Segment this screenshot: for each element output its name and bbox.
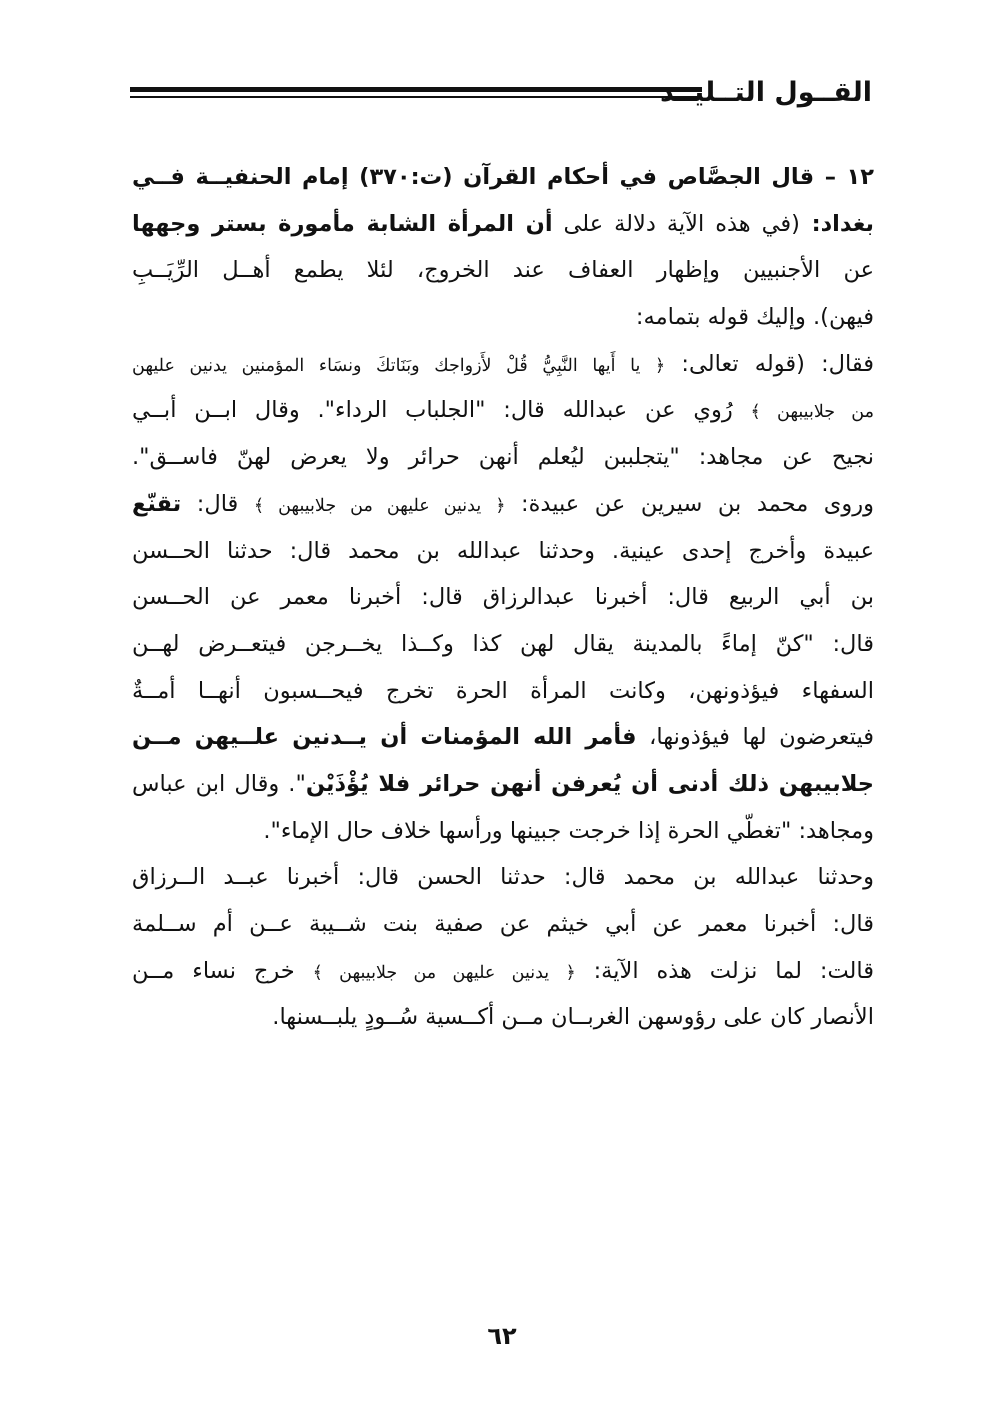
- bold-text: جلابيبهن ذلك أدنى أن يُعرفن أنهن حرائر فلا يُؤْذَيْن: [305, 770, 874, 797]
- bold-text: أن المرأة الشابة مأمورة بستر وجهها: [132, 210, 553, 237]
- text-line: [132, 994, 874, 1041]
- text-line: [132, 668, 874, 715]
- text-segment: ". وقال ابن عباس: [132, 770, 306, 797]
- text-segment: ومجاهد: "تغطّي الحرة إذا خرجت جبينها ورأسها خلاف حال الإماء".: [263, 817, 874, 844]
- text-line: [132, 201, 874, 248]
- text-segment: وحدثنا عبدالله بن محمد قال: حدثنا الحسن قال: أخبرنا عبــد الــرزاق: [132, 864, 874, 891]
- text-line: [132, 247, 874, 294]
- body-text: [132, 154, 874, 1041]
- text-line: [132, 481, 874, 528]
- running-header: [130, 78, 872, 108]
- text-line: [132, 154, 874, 201]
- text-line: [132, 854, 874, 901]
- quran-verse: ﴿ يدنين عليهن من جلابيبهن ﴾: [253, 495, 506, 516]
- text-segment: قال: "كنّ إماءً بالمدينة يقال لهن كذا وكــذا يخــرجن فيتعــرض لهــن: [132, 630, 874, 657]
- text-line: [132, 761, 874, 808]
- bold-text: تقنّع: [132, 490, 182, 517]
- text-segment: عبيدة وأخرج إحدى عينية. وحدثنا عبدالله بن محمد قال: حدثنا الحــسن: [132, 537, 874, 564]
- text-line: [132, 387, 874, 434]
- text-segment: فيتعرضون لها فيؤذونها،: [636, 724, 874, 751]
- text-segment: الأنصار كان على رؤوسهن الغربــان مــن أكــسية سُــودٍ يلبــسنها.: [272, 1004, 874, 1031]
- quran-verse: ﴿ يا أَيها النَّبِيُّ قُلْ لأَزواجك وبَنَاتكَ ونسَاء المؤمنين يدنين عليهن: [132, 355, 666, 376]
- text-segment: وروى محمد بن سيرين عن عبيدة:: [505, 490, 874, 517]
- text-segment: قالت: لما نزلت هذه الآية:: [575, 957, 874, 984]
- header-title: القــول التــليــد: [659, 77, 872, 108]
- header-rule-thick: [130, 87, 702, 92]
- text-segment: خرج نساء مــن: [132, 957, 313, 984]
- bold-text: فأمر الله المؤمنات أن يــدنين علــيهن مــن: [132, 724, 637, 751]
- text-segment: فيهن). وإليك قوله بتمامه:: [635, 304, 874, 331]
- text-segment: (في هذه الآية دلالة على: [552, 210, 800, 237]
- text-segment: السفهاء فيؤذونهن، وكانت المرأة الحرة تخرج فيحــسبون أنهــا أمــةٌ: [132, 677, 874, 704]
- text-line: [132, 901, 874, 948]
- text-line: [132, 294, 874, 341]
- text-line: [132, 574, 874, 621]
- text-line: [132, 621, 874, 668]
- text-line: [132, 948, 874, 995]
- quran-verse: ﴿ يدنين عليهن من جلابيبهن ﴾: [312, 962, 576, 983]
- bold-text: بغداد:: [799, 210, 874, 237]
- text-segment: قال: أخبرنا معمر عن أبي خيثم عن صفية بنت شــيبة عــن أم ســلمة: [132, 911, 874, 937]
- header-rule-thin: [130, 96, 702, 98]
- text-segment: عن الأجنبيين وإظهار العفاف عند الخروج، لئلا يطمع أهــل الرِّيَــبِ: [132, 257, 874, 284]
- text-line: [132, 714, 874, 761]
- text-segment: فقال: (قوله تعالى:: [665, 350, 874, 377]
- text-segment: قال:: [181, 490, 254, 517]
- text-segment: نجيح عن مجاهد: "يتجلببن ليُعلم أنهن حرائر ولا يعرض لهنّ فاســق".: [132, 444, 874, 471]
- page-number: ٦٢: [487, 1322, 517, 1350]
- text-line: [132, 434, 874, 481]
- text-line: [132, 341, 874, 388]
- text-line: [132, 528, 874, 575]
- text-segment: بن أبي الربيع قال: أخبرنا عبدالرزاق قال: أخبرنا معمر عن الحــسن: [132, 584, 874, 611]
- text-line: [132, 808, 874, 855]
- quran-verse: من جلابيبهن ﴾: [750, 402, 874, 423]
- bold-text: ١٢ – قال الجصَّاص في أحكام القرآن (ت:٣٧٠) إمام الحنفيــة فــي: [132, 164, 874, 190]
- text-segment: رُوي عن عبدالله قال: "الجلباب الرداء". وقال ابــن أبــي: [132, 397, 751, 424]
